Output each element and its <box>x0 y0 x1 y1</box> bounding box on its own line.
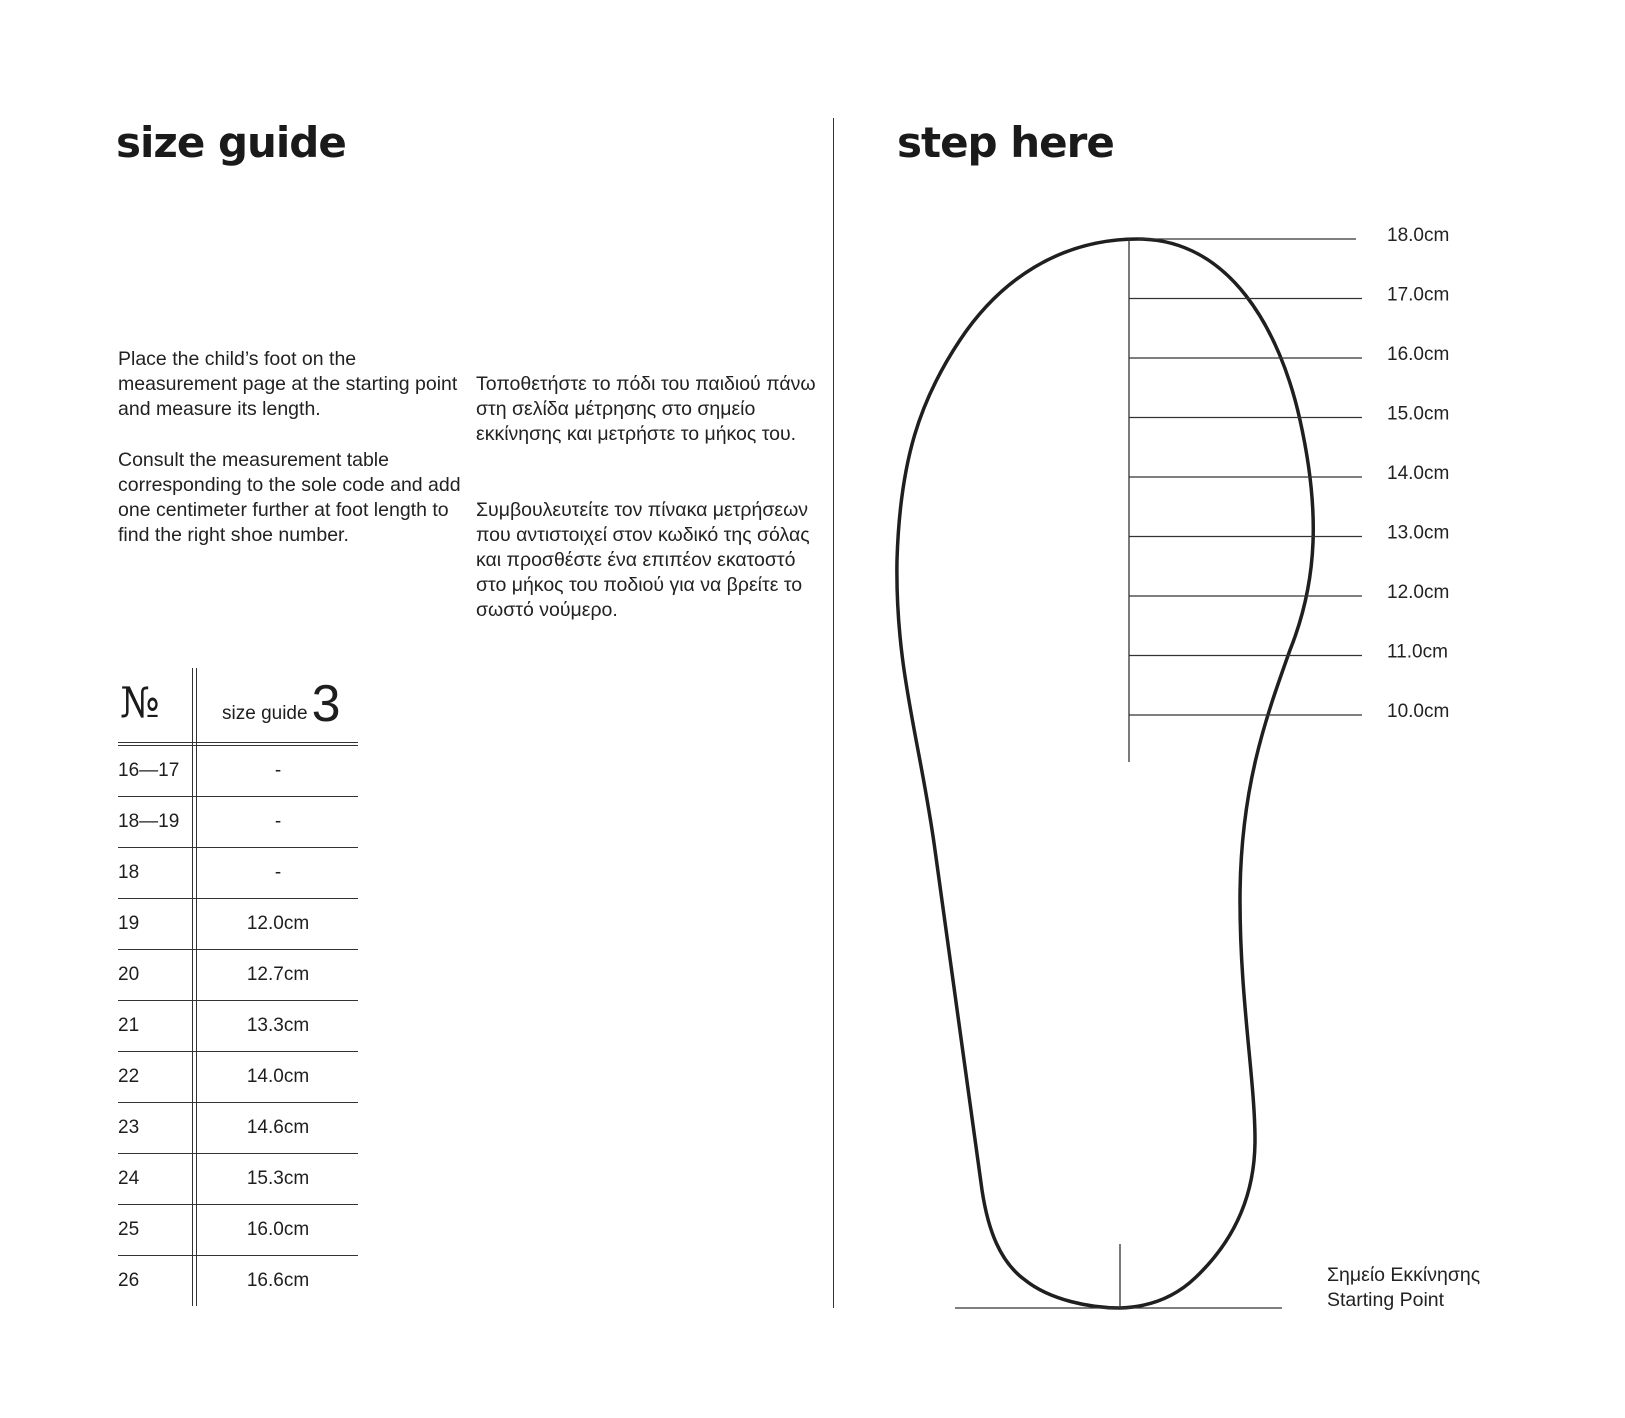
scale-label: 14.0cm <box>1387 463 1450 484</box>
shoe-size-cell: 25 <box>118 1219 140 1240</box>
size-guide-header-number: 3 <box>311 675 341 733</box>
foot-length-cell: 12.7cm <box>246 964 310 985</box>
shoe-size-cell: 23 <box>118 1117 140 1138</box>
shoe-size-cell: 22 <box>118 1066 140 1087</box>
scale-label: 15.0cm <box>1387 403 1450 425</box>
foot-length-cell: 16.6cm <box>246 1270 310 1291</box>
english-instruction-2: Consult the measurement table corresponding to the sole code and add one centimeter further at foot length to find the right shoe number. <box>118 449 461 546</box>
shoe-size-cell: 21 <box>118 1015 140 1036</box>
scale-label: 17.0cm <box>1387 284 1450 306</box>
shoe-size-cell: 18 <box>118 862 140 883</box>
starting-point-greek: Σημείο Εκκίνησης <box>1327 1264 1481 1286</box>
foot-length-cell: 14.0cm <box>246 1066 310 1087</box>
size-guide-header-text: size guide <box>222 703 308 724</box>
foot-length-cell: 14.6cm <box>246 1117 310 1138</box>
foot-length-cell: 12.0cm <box>246 913 310 934</box>
step-here-title: step here <box>897 118 1114 167</box>
scale-label: 10.0cm <box>1387 701 1450 722</box>
foot-length-cell: - <box>274 811 282 832</box>
greek-instruction-1: Τοποθετήστε το πόδι του παιδιού πάνω στη σελίδα μέτρησης στο σημείο εκκίνησης και μετρήστε το μήκος του. <box>476 373 816 445</box>
foot-outline <box>897 239 1313 1308</box>
size-guide-title: size guide <box>116 118 346 167</box>
greek-instruction-2: Συμβουλευτείτε τον πίνακα μετρήσεων που αντιστοιχεί στον κωδικό της σόλας και προσθέστε ένα επιπέον εκατοστό στο μήκος του ποδιού για να βρείτε το σωστό νούμερο. <box>476 499 810 621</box>
starting-point-label <box>1327 1263 1480 1313</box>
shoe-size-cell: 24 <box>118 1168 140 1189</box>
foot-length-cell: 16.0cm <box>246 1219 310 1240</box>
shoe-size-cell: 16—17 <box>118 760 180 781</box>
foot-length-cell: 15.3cm <box>246 1168 310 1189</box>
foot-length-cell: - <box>274 862 282 883</box>
scale-label: 11.0cm <box>1387 641 1448 663</box>
scale-label: 18.0cm <box>1387 225 1450 246</box>
shoe-size-cell: 18—19 <box>118 811 180 832</box>
numero-header: № <box>120 678 160 727</box>
shoe-size-cell: 19 <box>118 913 140 934</box>
shoe-size-cell: 26 <box>118 1270 140 1291</box>
scale-label: 12.0cm <box>1387 582 1450 603</box>
starting-point-english: Starting Point <box>1327 1289 1445 1311</box>
scale-label: 16.0cm <box>1387 344 1450 365</box>
scale-label: 13.0cm <box>1387 522 1450 544</box>
foot-length-cell: - <box>274 760 282 781</box>
foot-length-cell: 13.3cm <box>246 1015 310 1036</box>
shoe-size-cell: 20 <box>118 964 140 985</box>
english-instruction-1: Place the child’s foot on the measurement page at the starting point and measure its length. <box>118 348 458 420</box>
